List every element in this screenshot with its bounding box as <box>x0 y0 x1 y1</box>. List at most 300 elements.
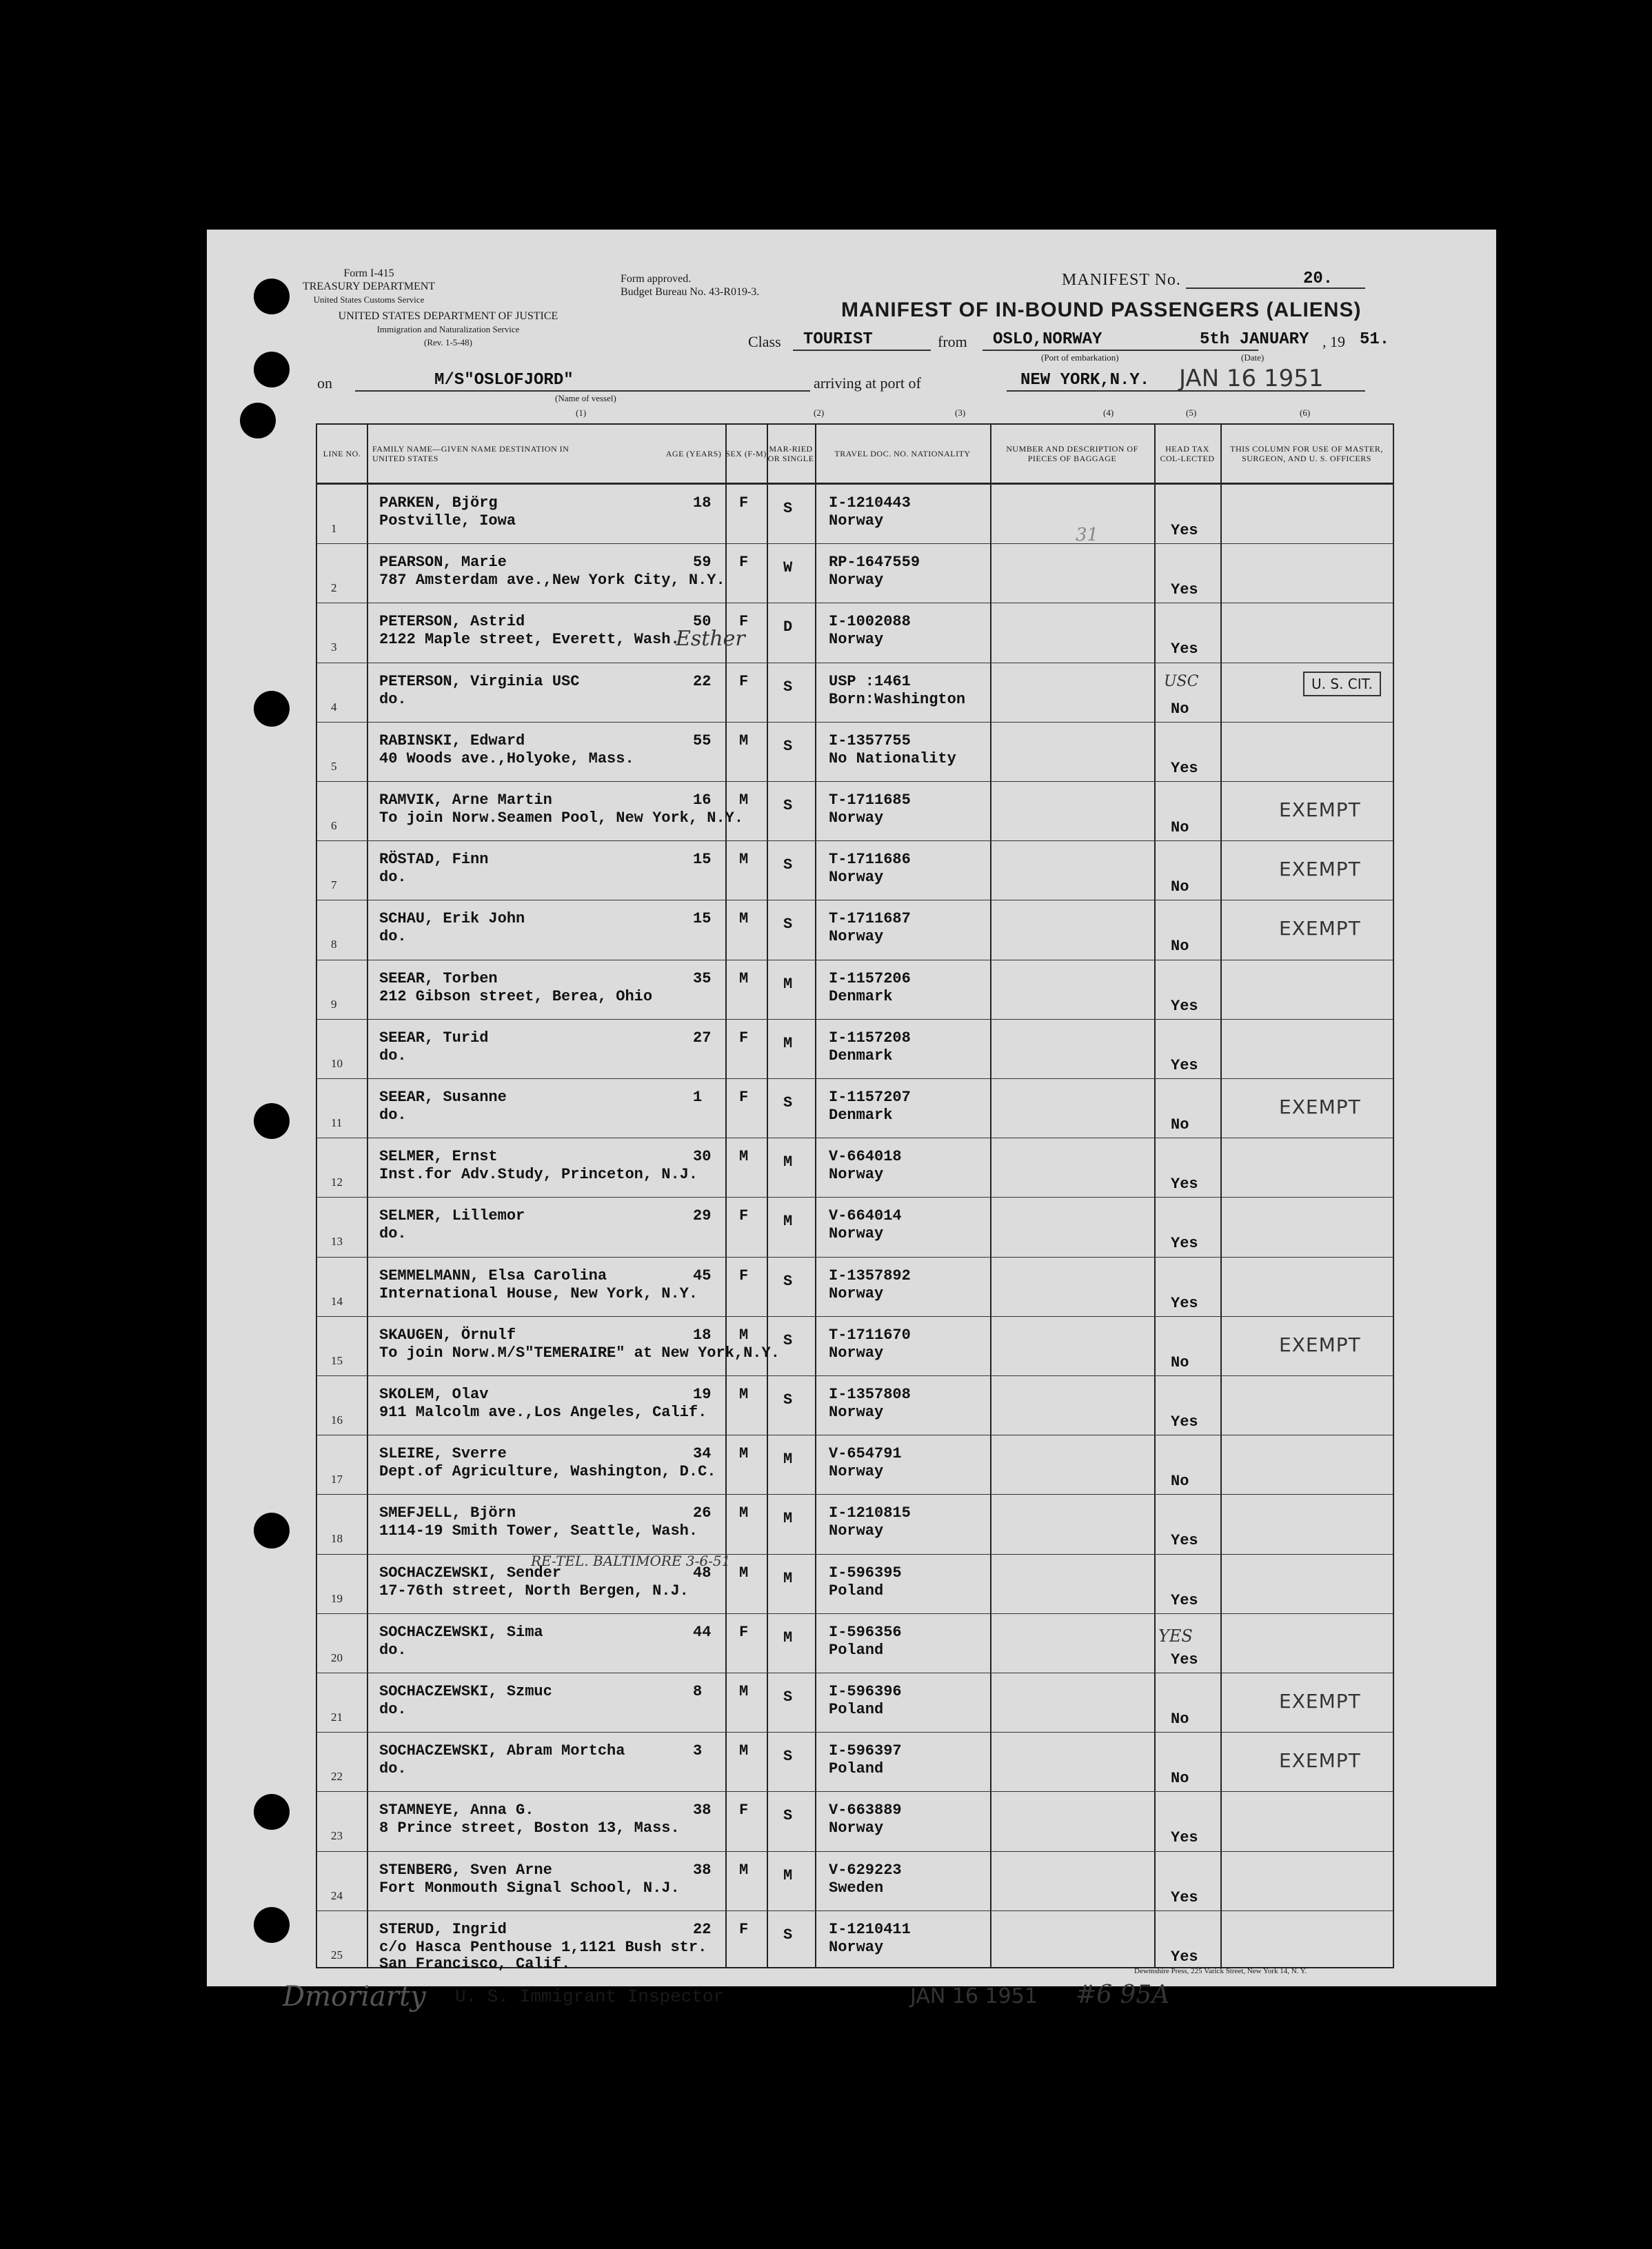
manifest-sheet <box>207 230 1496 2013</box>
binder-hole <box>254 279 290 314</box>
age: 27 <box>693 1029 712 1047</box>
marital-status: M <box>783 1628 793 1646</box>
col-header-line: LINE NO. <box>323 449 361 458</box>
nationality: Born:Washington <box>829 690 966 708</box>
marital-status: S <box>783 737 793 755</box>
col-header-age: AGE (YEARS) <box>665 449 722 458</box>
head-tax: No <box>1171 1711 1189 1728</box>
passenger-name: STERUD, Ingrid <box>379 1920 507 1938</box>
age: 44 <box>693 1623 712 1641</box>
line-number: 20 <box>331 1651 343 1664</box>
date-value: 5th JANUARY <box>1200 330 1309 349</box>
officer-note: EXEMPT <box>1279 858 1361 881</box>
from-label: from <box>938 333 967 350</box>
head-tax: Yes <box>1171 1235 1198 1253</box>
age: 48 <box>693 1564 712 1582</box>
head-tax: No <box>1171 938 1189 956</box>
form-rev: (Rev. 1-5-48) <box>424 337 472 347</box>
col-index-5: (5) <box>1186 407 1197 418</box>
age: 55 <box>693 732 712 749</box>
nationality: Norway <box>829 1166 884 1184</box>
marital-status: S <box>783 1748 793 1766</box>
age: 19 <box>693 1386 712 1403</box>
table-row <box>317 1613 1393 1673</box>
passenger-name: RAMVIK, Arne Martin <box>379 791 552 809</box>
passenger-name: SOCHACZEWSKI, Sender <box>379 1564 562 1582</box>
destination: c/o Hasca Penthouse 1,1121 Bush str. <box>379 1938 707 1956</box>
marital-status: S <box>783 1688 793 1706</box>
travel-doc-number: T-1711670 <box>829 1326 911 1344</box>
line-number: 25 <box>331 1948 343 1961</box>
travel-doc-number: I-1157206 <box>829 969 911 987</box>
marital-status: M <box>783 1866 793 1884</box>
sex: F <box>739 1623 749 1641</box>
marital-status: D <box>783 618 793 636</box>
travel-doc-number: I-596397 <box>829 1742 902 1760</box>
travel-doc-number: I-1357808 <box>829 1386 911 1403</box>
vessel-underline <box>355 390 810 392</box>
nationality: Norway <box>829 1938 884 1956</box>
col-header-head-tax: HEAD TAX COL-LECTED <box>1160 444 1215 463</box>
footer-date-stamp: JAN 16 1951 <box>910 1984 1038 2008</box>
age: 50 <box>693 613 712 631</box>
passenger-name: SKAUGEN, Örnulf <box>379 1326 516 1344</box>
passenger-name: SOCHACZEWSKI, Abram Mortcha <box>379 1742 625 1760</box>
nationality: Norway <box>829 1819 884 1837</box>
form-customs: United States Customs Service <box>313 294 425 305</box>
nationality: Norway <box>829 512 884 530</box>
head-tax: No <box>1171 819 1189 836</box>
marital-status: S <box>783 1926 793 1944</box>
nationality: Denmark <box>829 1107 893 1124</box>
table-row <box>317 781 1393 841</box>
head-tax: Yes <box>1171 997 1198 1015</box>
marital-status: S <box>783 1391 793 1409</box>
year-value: 51. <box>1360 330 1390 349</box>
travel-doc-number: V-629223 <box>829 1861 902 1879</box>
destination: 911 Malcolm ave.,Los Angeles, Calif. <box>379 1404 707 1421</box>
table-row <box>317 960 1393 1020</box>
head-tax: Yes <box>1171 759 1198 777</box>
marital-status: M <box>783 1153 793 1171</box>
head-tax: Yes <box>1171 1413 1198 1431</box>
line-number: 7 <box>331 878 337 892</box>
travel-doc-number: I-596356 <box>829 1623 902 1641</box>
sex: M <box>739 1386 749 1403</box>
destination: do. <box>379 1641 407 1659</box>
binder-hole <box>254 1103 290 1139</box>
age: 8 <box>693 1683 703 1700</box>
class-value: TOURIST <box>803 330 873 349</box>
line-number: 9 <box>331 997 337 1011</box>
line-number: 15 <box>331 1353 343 1367</box>
binder-hole <box>254 691 290 727</box>
head-tax: Yes <box>1171 1888 1198 1906</box>
officer-note: EXEMPT <box>1279 917 1361 940</box>
destination: do. <box>379 1047 407 1065</box>
vessel-name: M/S"OSLOFJORD" <box>434 371 574 390</box>
table-row <box>317 1375 1393 1435</box>
manifest-number: 20. <box>1303 270 1333 288</box>
sex: M <box>739 969 749 987</box>
head-tax: Yes <box>1171 1294 1198 1312</box>
marital-status: M <box>783 1034 793 1052</box>
travel-doc-number: RP-1647559 <box>829 554 920 572</box>
nationality: Denmark <box>829 1047 893 1065</box>
arrival-date-stamp: JAN 16 1951 <box>1179 365 1324 392</box>
destination: 2122 Maple street, Everett, Wash. <box>379 631 680 649</box>
table-row <box>317 1673 1393 1733</box>
sex: M <box>739 1504 749 1522</box>
head-tax: Yes <box>1171 581 1198 599</box>
travel-doc-number: I-1210443 <box>829 494 911 512</box>
passenger-name: SELMER, Lillemor <box>379 1207 525 1225</box>
line-number: 5 <box>331 759 337 773</box>
marital-status: M <box>783 1451 793 1469</box>
line-number: 18 <box>331 1532 343 1546</box>
passenger-name: PETERSON, Astrid <box>379 613 525 631</box>
destination: Postville, Iowa <box>379 512 516 530</box>
line-number: 11 <box>331 1116 343 1129</box>
age: 15 <box>693 910 712 928</box>
table-row <box>317 1851 1393 1911</box>
sex: F <box>739 554 749 572</box>
line-number: 24 <box>331 1888 343 1902</box>
destination: International House, New York, N.Y. <box>379 1284 698 1302</box>
passenger-name: SOCHACZEWSKI, Szmuc <box>379 1683 552 1700</box>
line-number: 6 <box>331 819 337 832</box>
destination: do. <box>379 928 407 946</box>
marital-status: S <box>783 916 793 934</box>
nationality: Norway <box>829 1463 884 1481</box>
class-label: Class <box>748 333 781 350</box>
table-row <box>317 1078 1393 1138</box>
sex: M <box>739 1742 749 1760</box>
sex: F <box>739 1207 749 1225</box>
binder-hole <box>254 1907 290 1943</box>
marital-status: S <box>783 856 793 874</box>
travel-doc-number: I-596395 <box>829 1564 902 1582</box>
annotation-esther: Esther <box>676 627 745 651</box>
nationality: Poland <box>829 1701 884 1718</box>
nationality: Norway <box>829 1404 884 1421</box>
passenger-name: PARKEN, Björg <box>379 494 498 512</box>
destination: To join Norw.Seamen Pool, New York, N.Y. <box>379 809 744 827</box>
officer-note: EXEMPT <box>1279 798 1361 821</box>
head-tax: Yes <box>1171 1948 1198 1966</box>
footer-handwriting: #6 95A <box>1076 1981 1170 2009</box>
annotation-usc: USC <box>1164 673 1199 690</box>
sex: F <box>739 672 749 690</box>
destination: 17-76th street, North Bergen, N.J. <box>379 1582 689 1600</box>
line-number: 3 <box>331 641 337 654</box>
sex: F <box>739 1920 749 1938</box>
marital-status: M <box>783 975 793 993</box>
travel-doc-number: USP :1461 <box>829 672 911 690</box>
passenger-name: SEEAR, Torben <box>379 969 498 987</box>
nationality: Poland <box>829 1760 884 1778</box>
passenger-name: SELMER, Ernst <box>379 1148 498 1166</box>
table-row <box>317 1554 1393 1614</box>
line-number: 19 <box>331 1591 343 1605</box>
line-number: 16 <box>331 1413 343 1426</box>
age: 45 <box>693 1267 712 1284</box>
sex: M <box>739 732 749 749</box>
age: 35 <box>693 969 712 987</box>
table-row <box>317 1316 1393 1376</box>
manifest-label: MANIFEST No. <box>1062 271 1181 289</box>
passenger-name: RABINSKI, Edward <box>379 732 525 749</box>
head-tax: No <box>1171 1770 1189 1788</box>
table-row <box>317 900 1393 960</box>
table-row <box>317 1197 1393 1257</box>
table-row <box>317 840 1393 900</box>
manifest-underline <box>1186 288 1365 289</box>
sex: M <box>739 851 749 869</box>
passenger-name: SKOLEM, Olav <box>379 1386 489 1403</box>
officer-note: EXEMPT <box>1279 1690 1361 1713</box>
passenger-name: STENBERG, Sven Arne <box>379 1861 552 1879</box>
head-tax: No <box>1171 700 1189 718</box>
nationality: Sweden <box>829 1879 884 1897</box>
marital-status: S <box>783 1807 793 1825</box>
col-index-2: (2) <box>814 407 825 418</box>
destination: do. <box>379 1225 407 1243</box>
table-row <box>317 484 1393 544</box>
head-tax: Yes <box>1171 522 1198 539</box>
travel-doc-number: V-663889 <box>829 1802 902 1819</box>
sex: M <box>739 791 749 809</box>
from-value: OSLO,NORWAY <box>993 330 1102 349</box>
table-row <box>317 1791 1393 1851</box>
form-info <box>272 267 465 306</box>
nationality: Norway <box>829 1225 884 1243</box>
head-tax: Yes <box>1171 1651 1198 1668</box>
age: 3 <box>693 1742 703 1760</box>
col-header-sex: SEX (F-M) <box>725 449 767 458</box>
line-number: 17 <box>331 1473 343 1486</box>
sex: F <box>739 1802 749 1819</box>
col-index-6: (6) <box>1300 407 1311 418</box>
destination: do. <box>379 1107 407 1124</box>
form-justice <box>310 310 586 349</box>
head-tax: Yes <box>1171 1176 1198 1193</box>
head-tax: No <box>1171 1353 1189 1371</box>
travel-doc-number: I-596396 <box>829 1683 902 1700</box>
nationality: Norway <box>829 1344 884 1362</box>
from-underline <box>983 350 1258 351</box>
form-dept: TREASURY DEPARTMENT <box>302 281 436 292</box>
nationality: Norway <box>829 1522 884 1540</box>
age: 30 <box>693 1148 712 1166</box>
passenger-name: SEMMELMANN, Elsa Carolina <box>379 1267 607 1284</box>
binder-hole <box>254 1794 290 1830</box>
sex: F <box>739 1089 749 1106</box>
nationality: Norway <box>829 928 884 946</box>
table-row <box>317 1435 1393 1495</box>
travel-doc-number: V-654791 <box>829 1445 902 1463</box>
line-number: 1 <box>331 522 337 535</box>
on-label: on <box>317 374 332 392</box>
port-embark-caption: (Port of embarkation) <box>1041 352 1119 363</box>
age: 34 <box>693 1445 712 1463</box>
passenger-name: PEARSON, Marie <box>379 554 507 572</box>
table-row <box>317 1019 1393 1079</box>
destination: Dept.of Agriculture, Washington, D.C. <box>379 1463 716 1481</box>
officer-note: EXEMPT <box>1279 1333 1361 1356</box>
marital-status: W <box>783 559 793 577</box>
nationality: No Nationality <box>829 749 956 767</box>
annotation-baggage-mark: 31 <box>1076 525 1099 545</box>
destination: To join Norw.M/S"TEMERAIRE" at New York,N.Y. <box>379 1344 780 1362</box>
travel-doc-number: T-1711687 <box>829 910 911 928</box>
age: 18 <box>693 494 712 512</box>
passenger-name: SEEAR, Susanne <box>379 1089 507 1106</box>
passenger-name: PETERSON, Virginia USC <box>379 672 580 690</box>
line-number: 22 <box>331 1770 343 1784</box>
form-ins: Immigration and Naturalization Service <box>376 324 520 334</box>
marital-status: S <box>783 797 793 814</box>
line-number: 14 <box>331 1294 343 1308</box>
table-row <box>317 722 1393 782</box>
destination: do. <box>379 1701 407 1718</box>
table-row <box>317 1138 1393 1198</box>
date-caption: (Date) <box>1241 352 1265 363</box>
form-budget: Budget Bureau No. 43-R019-3. <box>621 286 760 298</box>
age: 22 <box>693 1920 712 1938</box>
line-number: 2 <box>331 581 337 595</box>
annotation-yes: YES <box>1158 1626 1193 1646</box>
head-tax: Yes <box>1171 1591 1198 1609</box>
binder-hole <box>254 1513 290 1549</box>
travel-doc-number: V-664014 <box>829 1207 902 1225</box>
marital-status: S <box>783 1331 793 1349</box>
marital-status: S <box>783 500 793 517</box>
destination: do. <box>379 690 407 708</box>
table-row <box>317 603 1393 663</box>
head-tax: Yes <box>1171 1829 1198 1847</box>
col-header-name: FAMILY NAME—GIVEN NAME DESTINATION IN UNITED STATES <box>372 444 570 463</box>
age: 59 <box>693 554 712 572</box>
sex: M <box>739 1445 749 1463</box>
sex: M <box>739 1683 749 1700</box>
sex: F <box>739 494 749 512</box>
line-number: 13 <box>331 1235 343 1249</box>
sex: M <box>739 1564 749 1582</box>
destination: do. <box>379 869 407 887</box>
passenger-name: SMEFJELL, Björn <box>379 1504 516 1522</box>
travel-doc-number: I-1157207 <box>829 1089 911 1106</box>
form-approval <box>621 272 759 299</box>
line-number: 10 <box>331 1056 343 1070</box>
officer-note: EXEMPT <box>1279 1749 1361 1773</box>
col-header-married: MAR-RIED OR SINGLE <box>767 444 814 463</box>
form-approved: Form approved. <box>621 273 692 285</box>
year-prefix: , 19 <box>1322 333 1345 350</box>
age: 38 <box>693 1861 712 1879</box>
inspector-label: U. S. Immigrant Inspector <box>455 1986 725 2007</box>
marital-status: S <box>783 1094 793 1111</box>
nationality: Norway <box>829 572 884 589</box>
age: 16 <box>693 791 712 809</box>
head-tax: No <box>1171 1473 1189 1491</box>
arriving-label: arriving at port of <box>814 374 921 392</box>
travel-doc-number: I-1002088 <box>829 613 911 631</box>
class-underline <box>793 350 931 351</box>
line-number: 23 <box>331 1829 343 1843</box>
passenger-name: SEEAR, Turid <box>379 1029 489 1047</box>
age: 1 <box>693 1089 703 1106</box>
nationality: Denmark <box>829 987 893 1005</box>
age: 22 <box>693 672 712 690</box>
destination: 212 Gibson street, Berea, Ohio <box>379 987 653 1005</box>
sex: F <box>739 613 749 631</box>
travel-doc-number: T-1711686 <box>829 851 911 869</box>
marital-status: M <box>783 1569 793 1587</box>
head-tax: Yes <box>1171 1056 1198 1074</box>
passenger-name: SOCHACZEWSKI, Sima <box>379 1623 543 1641</box>
marital-status: M <box>783 1213 793 1231</box>
passenger-name: RÖSTAD, Finn <box>379 851 489 869</box>
nationality: Norway <box>829 1284 884 1302</box>
officer-note: EXEMPT <box>1279 1096 1361 1118</box>
annotation-retel: RE-TEL. BALTIMORE 3-6-51 <box>531 1553 731 1569</box>
sex: M <box>739 910 749 928</box>
nationality: Norway <box>829 809 884 827</box>
nationality: Poland <box>829 1641 884 1659</box>
sex: F <box>739 1267 749 1284</box>
destination: do. <box>379 1760 407 1778</box>
destination-line-2: San Francisco, Calif. <box>379 1955 571 1973</box>
form-number: Form I-415 <box>343 268 394 279</box>
sex: M <box>739 1326 749 1344</box>
binder-hole <box>254 352 290 387</box>
vessel-caption: (Name of vessel) <box>555 393 616 403</box>
age: 26 <box>693 1504 712 1522</box>
marital-status: S <box>783 678 793 696</box>
head-tax: Yes <box>1171 1532 1198 1550</box>
destination: 787 Amsterdam ave.,New York City, N.Y. <box>379 572 725 589</box>
travel-doc-number: I-1210411 <box>829 1920 911 1938</box>
passenger-name: SCHAU, Erik John <box>379 910 525 928</box>
col-header-travel-doc: TRAVEL DOC. NO. NATIONALITY <box>834 449 971 458</box>
col-index-3: (3) <box>955 407 966 418</box>
age: 29 <box>693 1207 712 1225</box>
table-row <box>317 543 1393 603</box>
nationality: Poland <box>829 1582 884 1600</box>
head-tax: No <box>1171 1116 1189 1133</box>
table-row <box>317 1732 1393 1792</box>
table-row <box>317 663 1393 723</box>
col-header-baggage: NUMBER AND DESCRIPTION OF PIECES OF BAGGAGE <box>1006 444 1138 463</box>
line-number: 8 <box>331 938 337 951</box>
marital-status: S <box>783 1272 793 1290</box>
marital-status: M <box>783 1510 793 1528</box>
travel-doc-number: I-1357755 <box>829 732 911 749</box>
officer-note: U. S. CIT. <box>1303 672 1381 696</box>
binder-hole <box>240 403 276 438</box>
travel-doc-number: T-1711685 <box>829 791 911 809</box>
nationality: Norway <box>829 631 884 649</box>
sex: M <box>739 1861 749 1879</box>
line-number: 21 <box>331 1711 343 1724</box>
form-justice-text: UNITED STATES DEPARTMENT OF JUSTICE <box>338 310 558 322</box>
destination: 40 Woods ave.,Holyoke, Mass. <box>379 749 634 767</box>
age: 15 <box>693 851 712 869</box>
head-tax: Yes <box>1171 641 1198 658</box>
passenger-name: SLEIRE, Sverre <box>379 1445 507 1463</box>
head-tax: No <box>1171 878 1189 896</box>
